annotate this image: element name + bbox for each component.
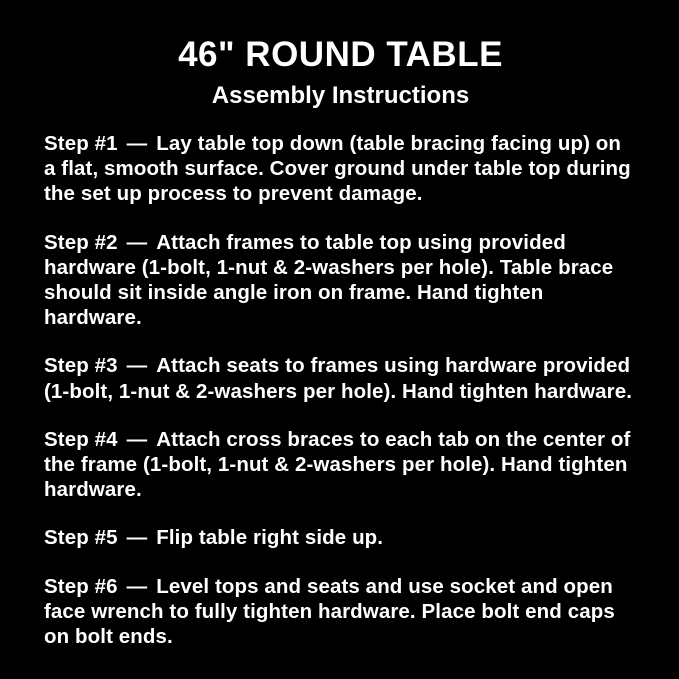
step-label: Step #1 — [44, 131, 118, 155]
page-subtitle: Assembly Instructions — [211, 81, 470, 109]
step-item-3 — [44, 353, 637, 403]
step-text: Attach frames to table top using provided hardware (1-bolt, 1-nut & 2-washers per hole). Table brace should sit inside angle iron on frame. Hand tighten hardware. — [44, 230, 614, 330]
step-label: Step #2 — [44, 230, 118, 254]
step-separator: — — [126, 574, 148, 598]
step-item-6 — [44, 574, 637, 650]
step-label: Step #4 — [44, 427, 118, 451]
step-text: Lay table top down (table bracing facing up) on a flat, smooth surface. Cover ground under table top during the set up process to prevent damage. — [44, 131, 631, 206]
step-separator: — — [126, 354, 148, 378]
step-item-1 — [44, 131, 637, 207]
step-label: Step #6 — [44, 574, 118, 598]
step-item-4 — [44, 427, 637, 503]
step-separator: — — [126, 427, 148, 451]
step-item-5 — [44, 525, 637, 550]
page-title: 46" ROUND TABLE — [178, 35, 503, 74]
step-separator: — — [126, 526, 148, 550]
steps-list — [44, 131, 637, 649]
step-text: Attach seats to frames using hardware provided (1-bolt, 1-nut & 2-washers per hole). Hand tighten hardware. — [44, 354, 633, 403]
step-label: Step #5 — [44, 526, 118, 550]
step-text: Attach cross braces to each tab on the center of the frame (1-bolt, 1-nut & 2-washers per hole). Hand tighten hardware. — [44, 427, 631, 502]
step-label: Step #3 — [44, 354, 118, 378]
step-separator: — — [126, 230, 148, 254]
step-text: Level tops and seats and use socket and open face wrench to fully tighten hardware. Place bolt end caps on bolt ends. — [44, 574, 615, 648]
step-text: Flip table right side up. — [156, 526, 384, 550]
poster-header — [44, 36, 637, 109]
step-item-2 — [44, 230, 637, 331]
step-separator: — — [126, 131, 148, 155]
